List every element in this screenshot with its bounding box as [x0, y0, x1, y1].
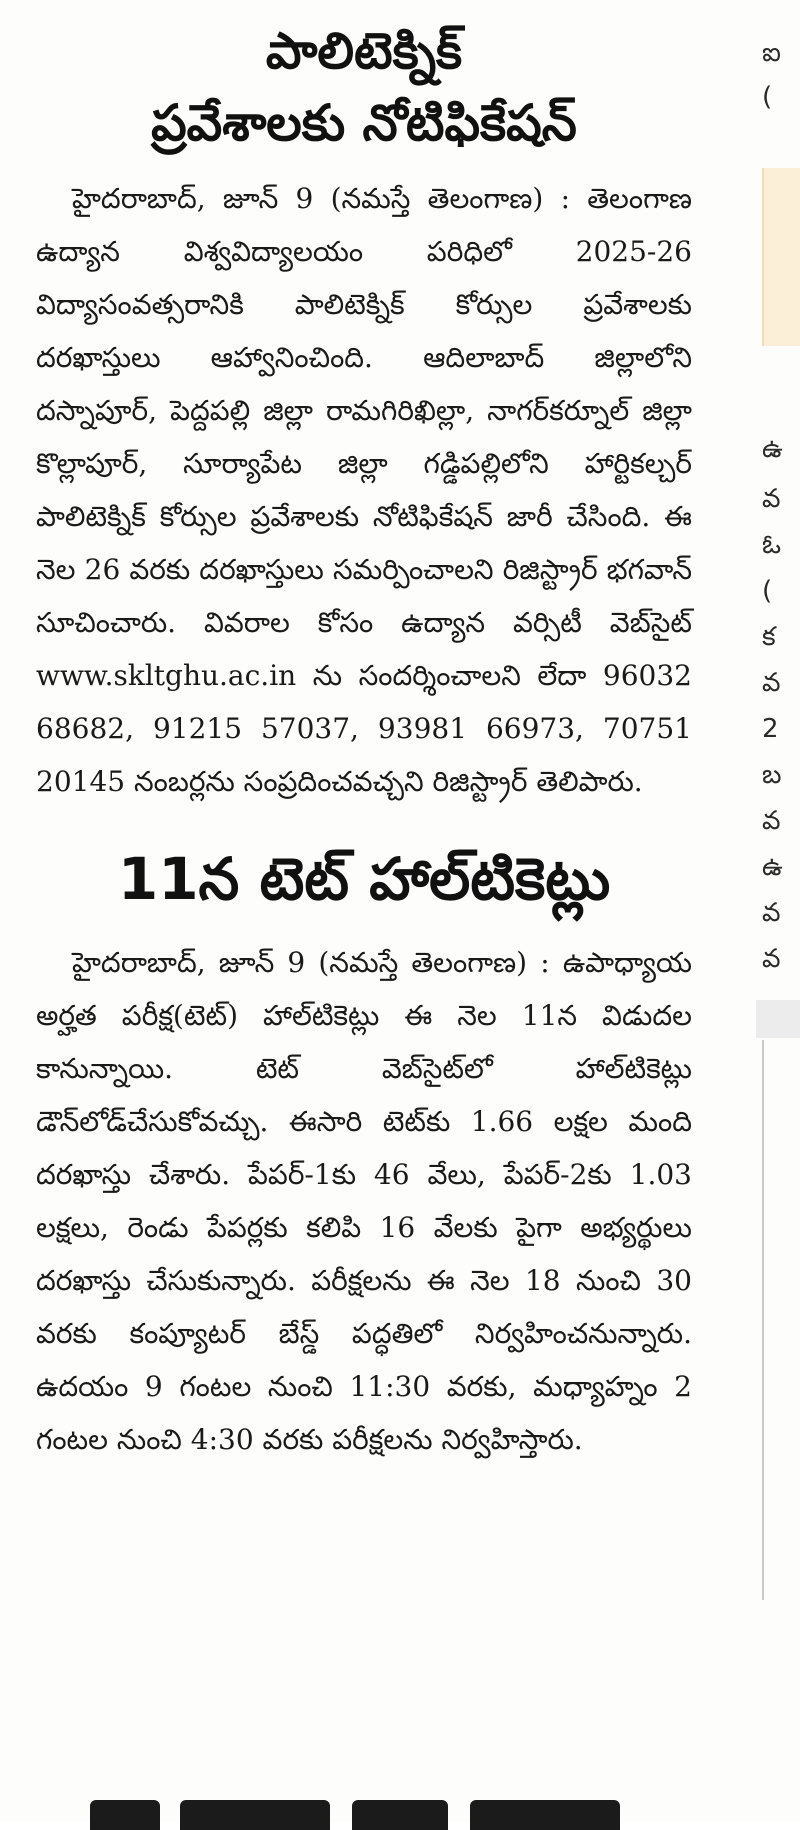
glyph-fragment: బ	[762, 760, 782, 790]
article2-headline: 11న టెట్‌ హాల్‌టికెట్లు	[117, 845, 611, 913]
glyph-fragment: వ	[762, 944, 781, 974]
headline-fragment-shape	[90, 1800, 160, 1830]
column-rule	[762, 1040, 764, 1600]
glyph-fragment: వ	[762, 898, 781, 928]
glyph-fragment: ఐ	[762, 38, 781, 68]
glyph-fragment: (	[762, 576, 773, 606]
shaded-box-fragment	[762, 168, 800, 346]
article-separator	[36, 808, 692, 834]
next-headline-fragment	[90, 1790, 650, 1830]
glyph-fragment: క	[762, 622, 776, 652]
headline-fragment-shape	[470, 1800, 620, 1830]
glyph-fragment: ఉ	[762, 434, 783, 464]
article2-body: హైదరాబాద్‌, జూన్‌ 9 (నమస్తే తెలంగాణ) : ఉపాధ్యాయ అర్హత పరీక్ష(టెట్‌) హాల్‌టికెట్లు ఈ నెల 11న విడుదల కానున్నాయి. టెట్‌ వెబ్‌సైట్‌లో హాల్‌టికెట్లు డౌన్‌లోడ్‌చేసుకోవచ్చు. ఈసారి టెట్‌కు 1.66 లక్షల మంది దరఖాస్తు చేశారు. పేపర్‌-1కు 46 వేలు, పేపర్‌-2కు 1.03 లక్షలు, రెండు పేపర్లకు కలిపి 16 వేలకు పైగా అభ్యర్థులు దరఖాస్తు చేసుకున్నారు. పరీక్షలను ఈ నెల 18 నుంచి 30 వరకు కంప్యూటర్‌ బేస్డ్‌ పద్ధతిలో నిర్వహించనున్నారు. ఉదయం 9 గంటల నుంచి 11:30 వరకు, మధ్యాహ్నం 2 గంటల నుంచి 4:30 వరకు పరీక్షలను నిర్వహిస్తారు.	[36, 946, 692, 1456]
gray-block-fragment	[756, 1000, 800, 1038]
adjacent-column-fragment	[752, 0, 800, 1822]
article1-body-block	[36, 172, 692, 808]
glyph-fragment: ఉ	[762, 852, 783, 882]
article1-headline-line1: పాలిటెక్నిక్	[265, 22, 463, 80]
article2-body-block	[36, 936, 692, 1466]
glyph-fragment: 2	[762, 714, 779, 744]
glyph-fragment: వ	[762, 668, 781, 698]
glyph-fragment: ఓ	[762, 530, 782, 560]
main-column	[36, 0, 692, 1466]
glyph-fragment: (	[762, 82, 773, 112]
glyph-fragment: వ	[762, 806, 781, 836]
article1-body: హైదరాబాద్‌, జూన్‌ 9 (నమస్తే తెలంగాణ) : తెలంగాణ ఉద్యాన విశ్వవిద్యాలయం పరిధిలో 2025-26 విద్యాసంవత్సరానికి పాలిటెక్నిక్‌ కోర్సుల ప్రవేశాలకు దరఖాస్తులు ఆహ్వానించింది. ఆదిలాబాద్‌ జిల్లాలోని దస్నాపూర్‌, పెద్దపల్లి జిల్లా రామగిరిఖిల్లా, నాగర్‌కర్నూల్‌ జిల్లా కొల్లాపూర్‌, సూర్యాపేట జిల్లా గడ్డిపల్లిలోని హార్టికల్చర్‌ పాలిటెక్నిక్‌ కోర్సుల ప్రవేశాలకు నోటిఫికేషన్‌ జారీ చేసింది. ఈ నెల 26 వరకు దరఖాస్తులు సమర్పించాలని రిజిస్ట్రార్‌ భగవాన్‌ సూచించారు. వివరాల కోసం ఉద్యాన వర్సిటీ వెబ్‌సైట్‌ www.skltghu.ac.in ను సందర్శించాలని లేదా 96032 68682, 91215 57037, 93981 66973, 70751 20145 నంబర్లను సంప్రదించవచ్చని రిజిస్ట్రార్‌ తెలిపారు.	[36, 182, 692, 798]
headline-fragment-shape	[352, 1800, 448, 1830]
glyph-fragment: వ	[762, 484, 781, 514]
headline-fragment-shape	[180, 1800, 330, 1830]
article1-headline-line2: ప్రవేశాలకు నోటిఫికేషన్	[151, 94, 577, 152]
